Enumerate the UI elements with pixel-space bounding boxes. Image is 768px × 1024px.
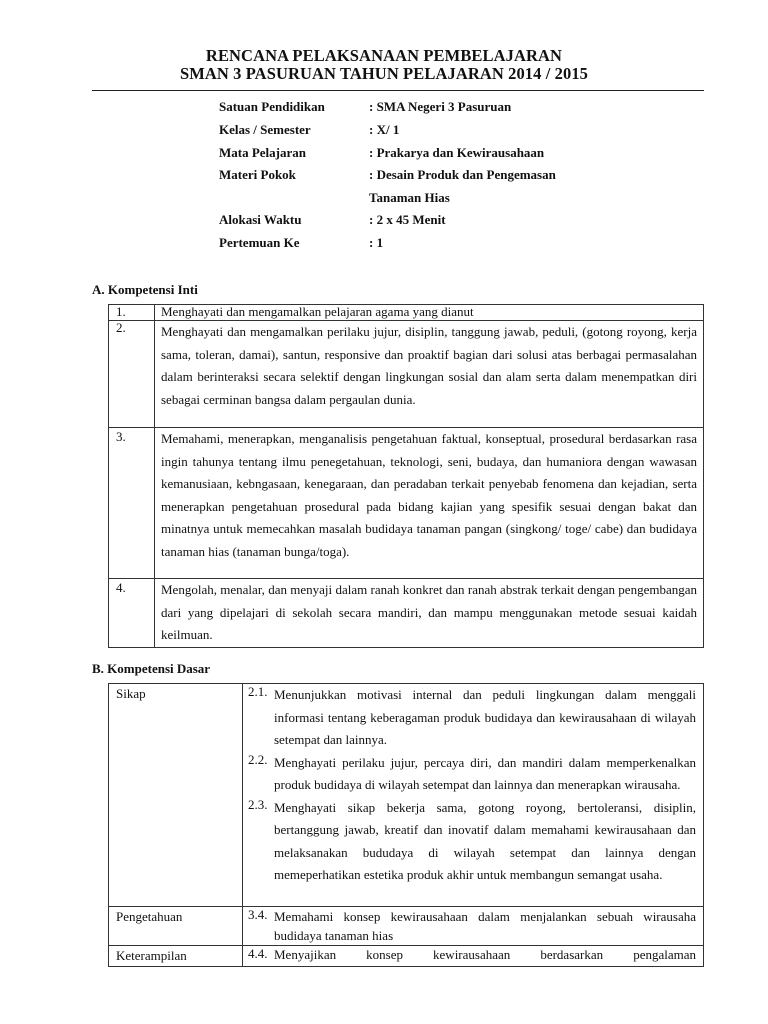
item-number: 4.4. xyxy=(248,946,268,961)
section-b-heading: B. Kompetensi Dasar xyxy=(92,661,211,676)
info-value-materi-cont: Tanaman Hias xyxy=(369,190,450,205)
row-text: Mengolah, menalar, dan menyaji dalam ranah konkret dan ranah abstrak terkait dengan pengembangan dari yang dipelajari di sekolah secara mandiri, dan mampu menggunakan metode sesuai kaidah keilmuan. xyxy=(155,579,704,648)
items-cell xyxy=(243,907,704,946)
info-value-alokasi: : 2 x 45 Menit xyxy=(369,212,446,227)
info-label-materi: Materi Pokok xyxy=(219,167,296,182)
item-text: Menunjukkan motivasi internal dan peduli lingkungan dalam menggali informasi tentang keberagaman produk budidaya dan kewirausahaan di wilayah setempat dan lainnya. xyxy=(274,687,696,747)
info-value-kelas: : X/ 1 xyxy=(369,122,400,137)
category-cell: Keterampilan xyxy=(109,946,243,967)
title-underline xyxy=(92,90,704,91)
row-text: Memahami, menerapkan, menganalisis pengetahuan faktual, konseptual, prosedural berdasarkan rasa ingin tahunya tentang ilmu penegetahuan, teknologi, seni, budaya, dan humaniora dengan wawasan kemanusiaan, kebngasaan, kenegaraan, dan peradaban terkait penyebab fenomena dan kejadian, serta menerapkan pengetahuan prosedural pada bidang kajian yang spesifik sesuai dengan bakat dan minatnya untuk memecahkan masalah budidaya tanaman pangan (singkong/ toge/ cabe) dan budidaya tanaman hias (tanaman bunga/toga). xyxy=(155,428,704,579)
category-cell: Sikap xyxy=(109,684,243,907)
item-text: Menghayati perilaku jujur, percaya diri, dan mandiri dalam memperkenalkan produk budidaya di wilayah setempat dan lainnya dan menerapkan wirausaha. xyxy=(274,754,696,792)
table-row xyxy=(109,907,704,946)
item-number: 3.4. xyxy=(248,907,268,922)
kompetensi-inti-table xyxy=(108,304,704,648)
row-number: 4. xyxy=(109,579,155,648)
row-number: 1. xyxy=(109,305,155,321)
item-number: 2.3. xyxy=(248,796,268,812)
table-row xyxy=(109,305,704,321)
document-title-line-1: RENCANA PELAKSANAAN PEMBELAJARAN xyxy=(205,46,563,65)
section-a-heading: A. Kompetensi Inti xyxy=(92,282,198,297)
info-label-satuan: Satuan Pendidikan xyxy=(219,99,325,114)
info-label-pertemuan: Pertemuan Ke xyxy=(219,235,300,250)
table-row xyxy=(109,946,704,967)
info-value-mapel: : Prakarya dan Kewirausahaan xyxy=(369,145,545,160)
table-row xyxy=(109,684,704,907)
item-text: Menyajikan konsep kewirausahaan berdasarkan pengalaman xyxy=(274,947,696,962)
items-cell xyxy=(243,684,704,907)
list-item xyxy=(248,752,696,797)
list-item xyxy=(248,797,696,887)
document-title-line-2: SMAN 3 PASURUAN TAHUN PELAJARAN 2014 / 2015 xyxy=(179,64,589,83)
list-item xyxy=(248,907,696,945)
row-number: 3. xyxy=(109,428,155,579)
list-item xyxy=(248,946,696,964)
item-number: 2.1. xyxy=(248,684,268,699)
list-item xyxy=(248,684,696,752)
info-label-mapel: Mata Pelajaran xyxy=(219,145,307,160)
info-value-satuan: : SMA Negeri 3 Pasuruan xyxy=(369,99,512,114)
table-row xyxy=(109,579,704,648)
items-cell xyxy=(243,946,704,967)
row-number: 2. xyxy=(109,321,155,428)
info-label-kelas: Kelas / Semester xyxy=(219,122,311,137)
item-text: Memahami konsep kewirausahaan dalam menjalankan sebuah wirausaha budidaya tanaman hias xyxy=(274,909,696,943)
category-cell: Pengetahuan xyxy=(109,907,243,946)
table-row xyxy=(109,428,704,579)
row-text: Menghayati dan mengamalkan perilaku jujur, disiplin, tanggung jawab, peduli, (gotong royong, kerja sama, toleran, damai), santun, responsive dan proaktif bagian dari solusi atas berbagai permasalahan dalam berinteraksi secara selektif dengan lingkungan sosial dan alam serta dalam menempatkan diri sebagai cerminan bangsa dalam pergaulan dunia. xyxy=(155,321,704,428)
info-label-alokasi: Alokasi Waktu xyxy=(219,212,302,227)
info-value-materi: : Desain Produk dan Pengemasan xyxy=(369,167,556,182)
table-row xyxy=(109,321,704,428)
row-text: Menghayati dan mengamalkan pelajaran agama yang dianut xyxy=(155,305,704,321)
info-value-pertemuan: : 1 xyxy=(369,235,384,250)
kompetensi-dasar-table xyxy=(108,683,704,967)
item-number: 2.2. xyxy=(248,751,268,767)
item-text: Menghayati sikap bekerja sama, gotong royong, bertoleransi, disiplin, bertanggung jawab, kreatif dan inovatif dalam memahami kewirausahaan dan melaksanakan bududaya di wilayah setempat dan lainnya dengan memeperhatikan estetika produk akhir untuk membangun semangat usaha. xyxy=(274,799,696,882)
